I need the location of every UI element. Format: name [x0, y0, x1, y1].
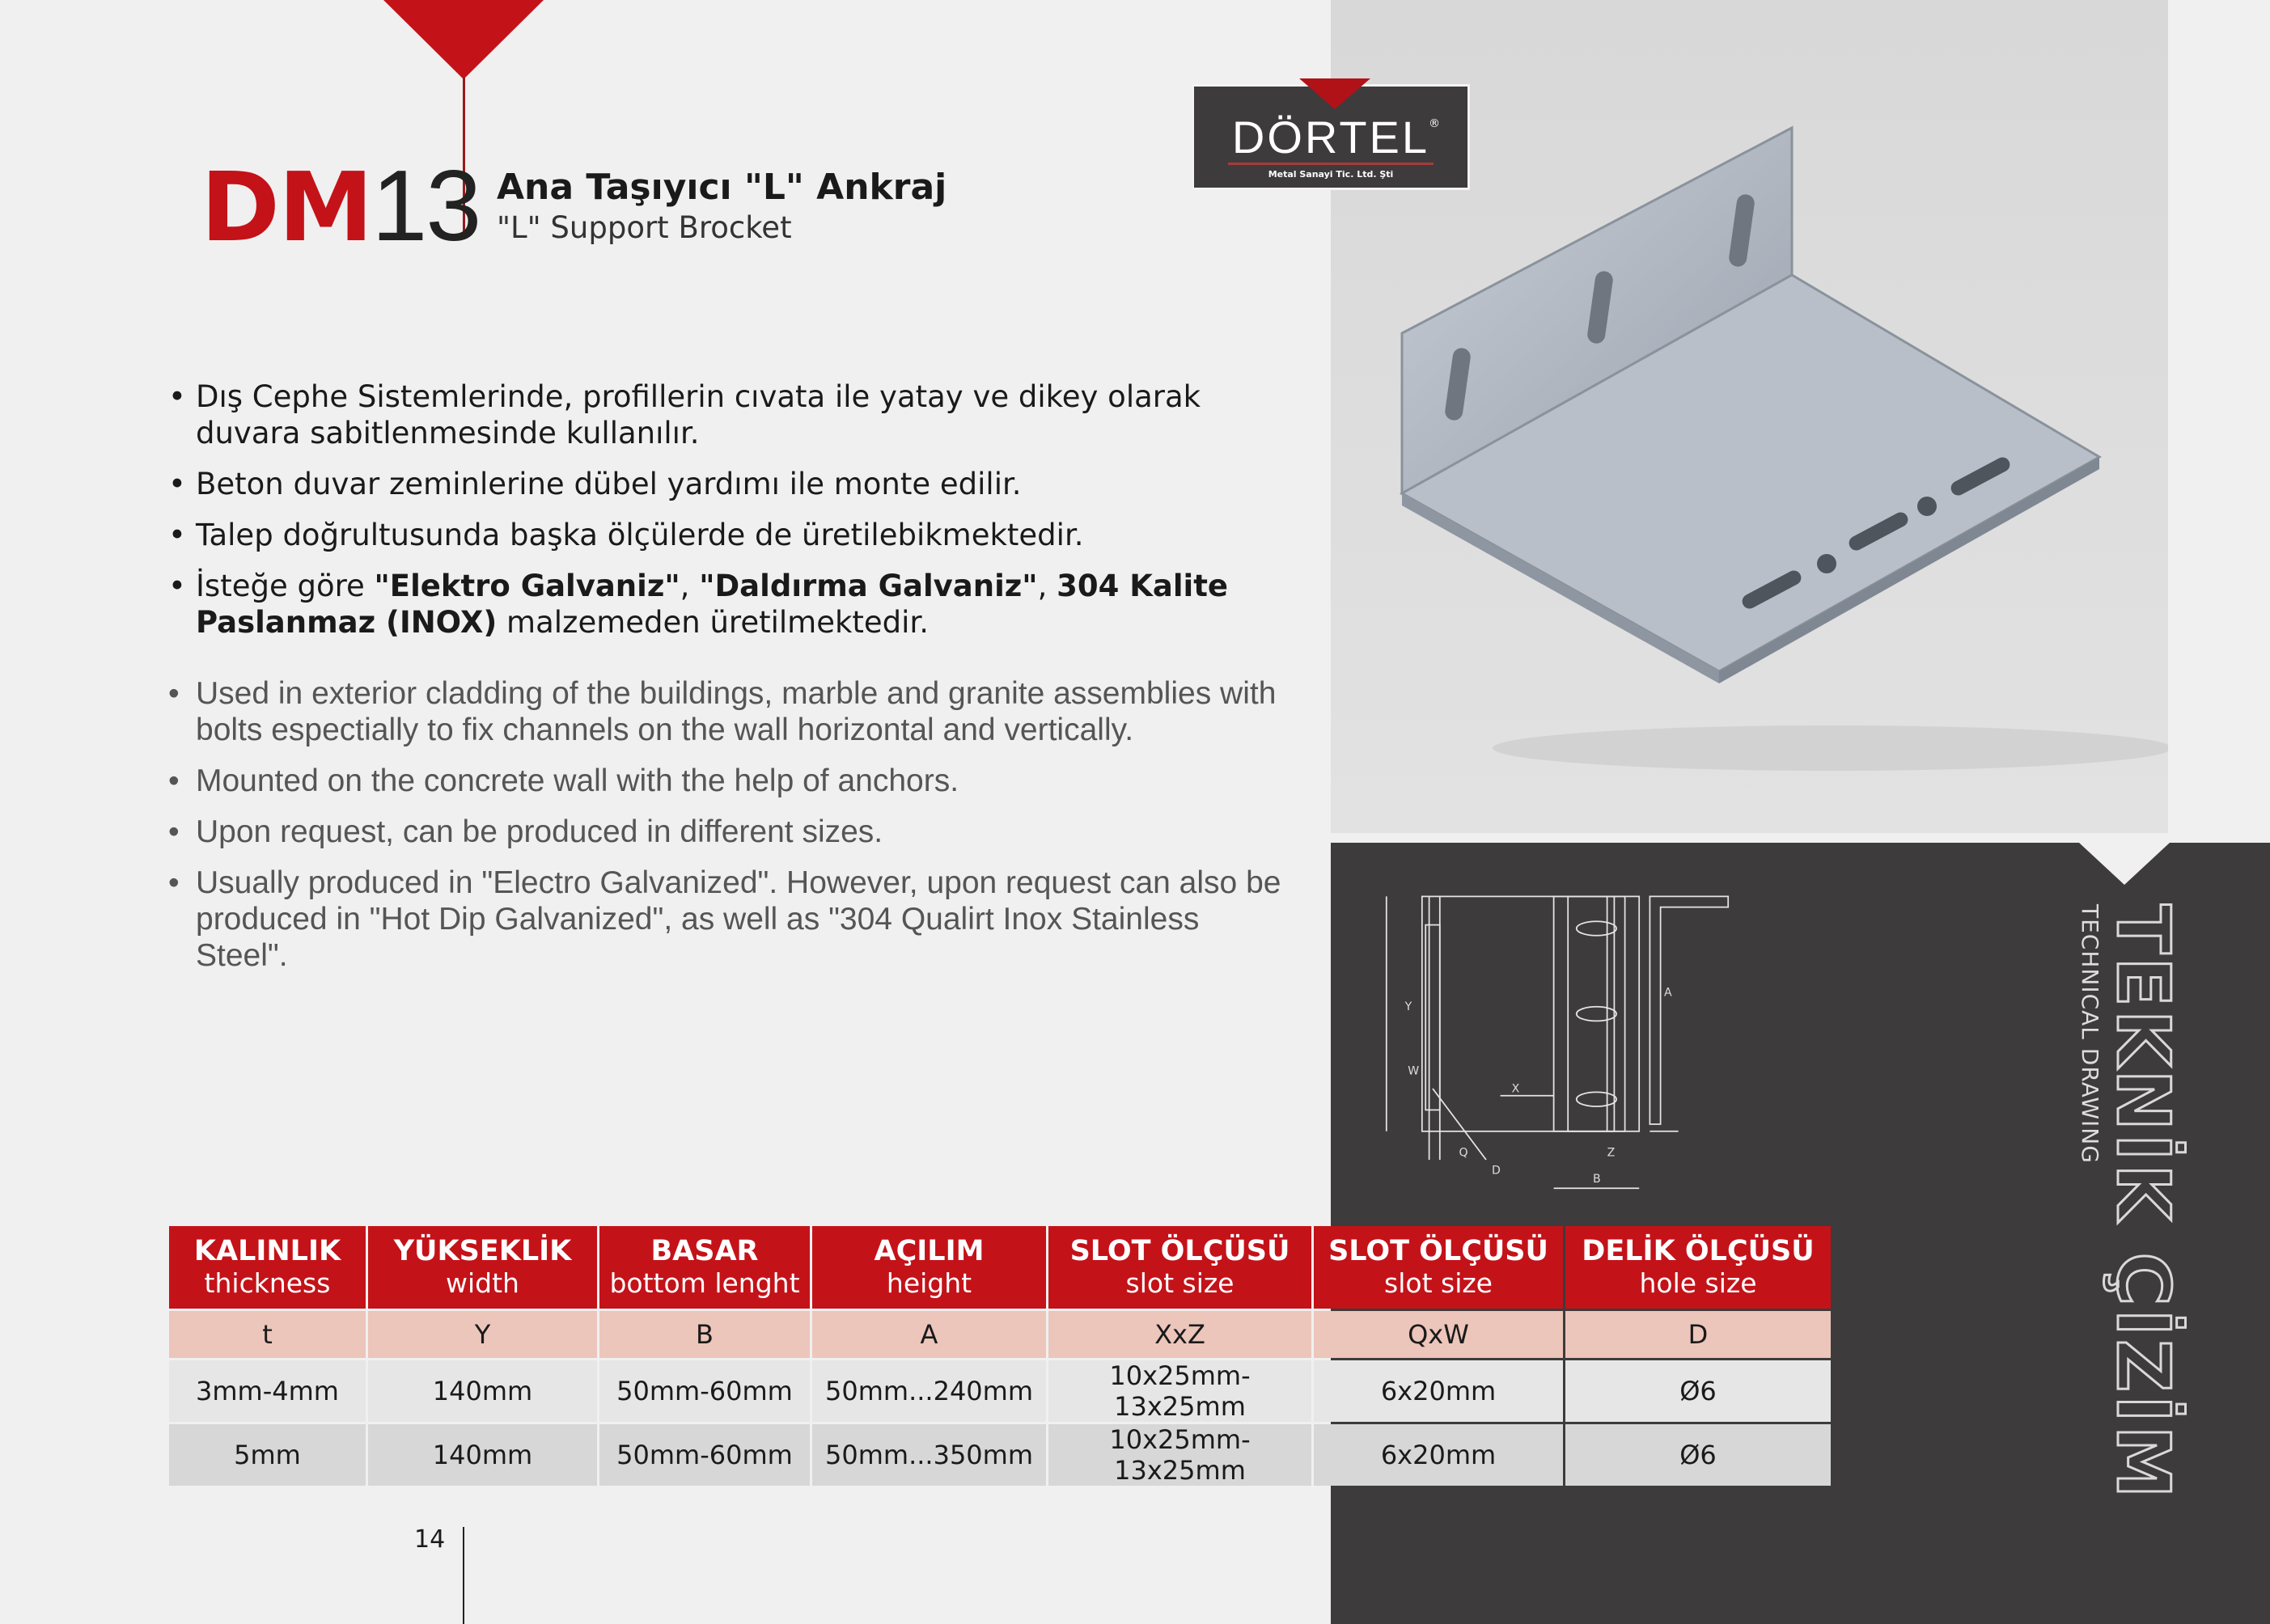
table-cell: Y	[368, 1311, 597, 1358]
table-cell: 140mm	[368, 1360, 597, 1422]
item-bold: 304 Kalite Paslanmaz (INOX)	[196, 569, 1229, 640]
table-cell: 6x20mm	[1314, 1360, 1563, 1422]
technical-drawing-title: TEKNİK ÇİZİM	[2100, 904, 2185, 1502]
logo-name: DÖRTEL	[1231, 112, 1430, 163]
table-cell: Ø6	[1565, 1424, 1831, 1486]
table-cell: XxZ	[1048, 1311, 1311, 1358]
table-cell: 50mm...350mm	[812, 1424, 1046, 1486]
dim-label-q: Q	[1459, 1146, 1468, 1160]
symbol-row	[169, 1311, 1831, 1358]
column-header: AÇILIM height	[812, 1226, 1046, 1309]
table-cell: Ø6	[1565, 1360, 1831, 1422]
page-number: 14	[414, 1525, 446, 1554]
list-item: • Used in exterior cladding of the buildings, marble and granite assemblies with bolts espectially to fix channels on the wall horizontal and vertically.	[168, 675, 1285, 748]
list-item	[168, 517, 1285, 553]
product-code	[201, 150, 481, 263]
red-triangle-decoration	[383, 0, 544, 79]
table-cell: A	[812, 1311, 1046, 1358]
table-cell: 50mm...240mm	[812, 1360, 1046, 1422]
list-item: • Usually produced in "Electro Galvanized". However, upon request can also be produced in "Hot Dip Galvanized", as well as "304 Qualirt Inox Stainless Steel".	[168, 865, 1285, 974]
table-cell: QxW	[1314, 1311, 1563, 1358]
table-cell: 5mm	[169, 1424, 366, 1486]
column-header: SLOT ÖLÇÜSÜ slot size	[1048, 1226, 1311, 1309]
logo-triangle	[1299, 78, 1370, 109]
page-subtitle: "L" Support Brocket	[497, 210, 792, 245]
table-cell: 3mm-4mm	[169, 1360, 366, 1422]
code-letters: DM	[201, 151, 372, 263]
column-header: KALINLIK thickness	[169, 1226, 366, 1309]
english-feature-list	[168, 675, 1285, 988]
brand-logo	[1192, 84, 1470, 190]
column-header: YÜKSEKLİK width	[368, 1226, 597, 1309]
list-item	[168, 466, 1285, 502]
table-cell: 10x25mm-13x25mm	[1048, 1360, 1311, 1422]
turkish-feature-list	[168, 379, 1285, 655]
table-cell: 6x20mm	[1314, 1424, 1563, 1486]
dim-label-a: A	[1664, 986, 1672, 1000]
table-cell: B	[599, 1311, 810, 1358]
item-text: ,	[1037, 569, 1057, 603]
code-number: 13	[371, 150, 481, 262]
dim-label-y: Y	[1404, 1000, 1412, 1014]
table-cell: D	[1565, 1311, 1831, 1358]
column-header: DELİK ÖLÇÜSÜ hole size	[1565, 1226, 1831, 1309]
table-cell: 10x25mm-13x25mm	[1048, 1424, 1311, 1486]
item-text: Beton duvar zeminlerine dübel yardımı ile monte edilir.	[196, 467, 1022, 501]
page-title: Ana Taşıyıcı "L" Ankraj	[497, 167, 947, 208]
dim-label-z: Z	[1607, 1146, 1616, 1160]
item-text: ,	[680, 569, 700, 603]
logo-tagline: Metal Sanayi Tic. Ltd. Şti	[1268, 169, 1394, 180]
dim-label-w: W	[1408, 1064, 1420, 1078]
list-item: • Mounted on the concrete wall with the help of anchors.	[168, 763, 1285, 799]
table-row	[169, 1424, 1831, 1486]
list-item: • Upon request, can be produced in different sizes.	[168, 814, 1285, 850]
item-bold: "Daldırma Galvaniz"	[699, 569, 1038, 603]
item-text: Talep doğrultusunda başka ölçülerde de üretilebikmektedir.	[196, 518, 1084, 552]
logo-underline	[1228, 163, 1434, 165]
column-header: SLOT ÖLÇÜSÜ slot size	[1314, 1226, 1563, 1309]
item-text: malzemeden üretilmektedir.	[497, 605, 930, 640]
header-row	[169, 1226, 1831, 1309]
table-row	[169, 1360, 1831, 1422]
page-divider	[463, 1527, 464, 1624]
list-item	[168, 568, 1285, 641]
table-cell: 50mm-60mm	[599, 1424, 810, 1486]
item-text: İsteğe göre	[196, 569, 375, 603]
table-cell: 140mm	[368, 1424, 597, 1486]
dim-label-d: D	[1492, 1164, 1501, 1178]
item-bold: "Elektro Galvaniz"	[374, 569, 680, 603]
table-cell: t	[169, 1311, 366, 1358]
list-item	[168, 379, 1285, 451]
technical-drawing-subtitle: TECHNICAL DRAWING	[2077, 904, 2103, 1164]
technical-drawing	[1379, 875, 2107, 1215]
dim-label-x: X	[1511, 1082, 1520, 1096]
item-text: Dış Cephe Sistemlerinde, profillerin cıvata ile yatay ve dikey olarak duvara sabitlenmesinde kullanılır.	[196, 379, 1201, 450]
notch-triangle	[2079, 843, 2170, 885]
dim-label-b: B	[1593, 1173, 1601, 1186]
specification-table	[167, 1224, 1833, 1488]
registered-mark: ®	[1429, 117, 1440, 130]
table-cell: 50mm-60mm	[599, 1360, 810, 1422]
column-header: BASAR bottom lenght	[599, 1226, 810, 1309]
